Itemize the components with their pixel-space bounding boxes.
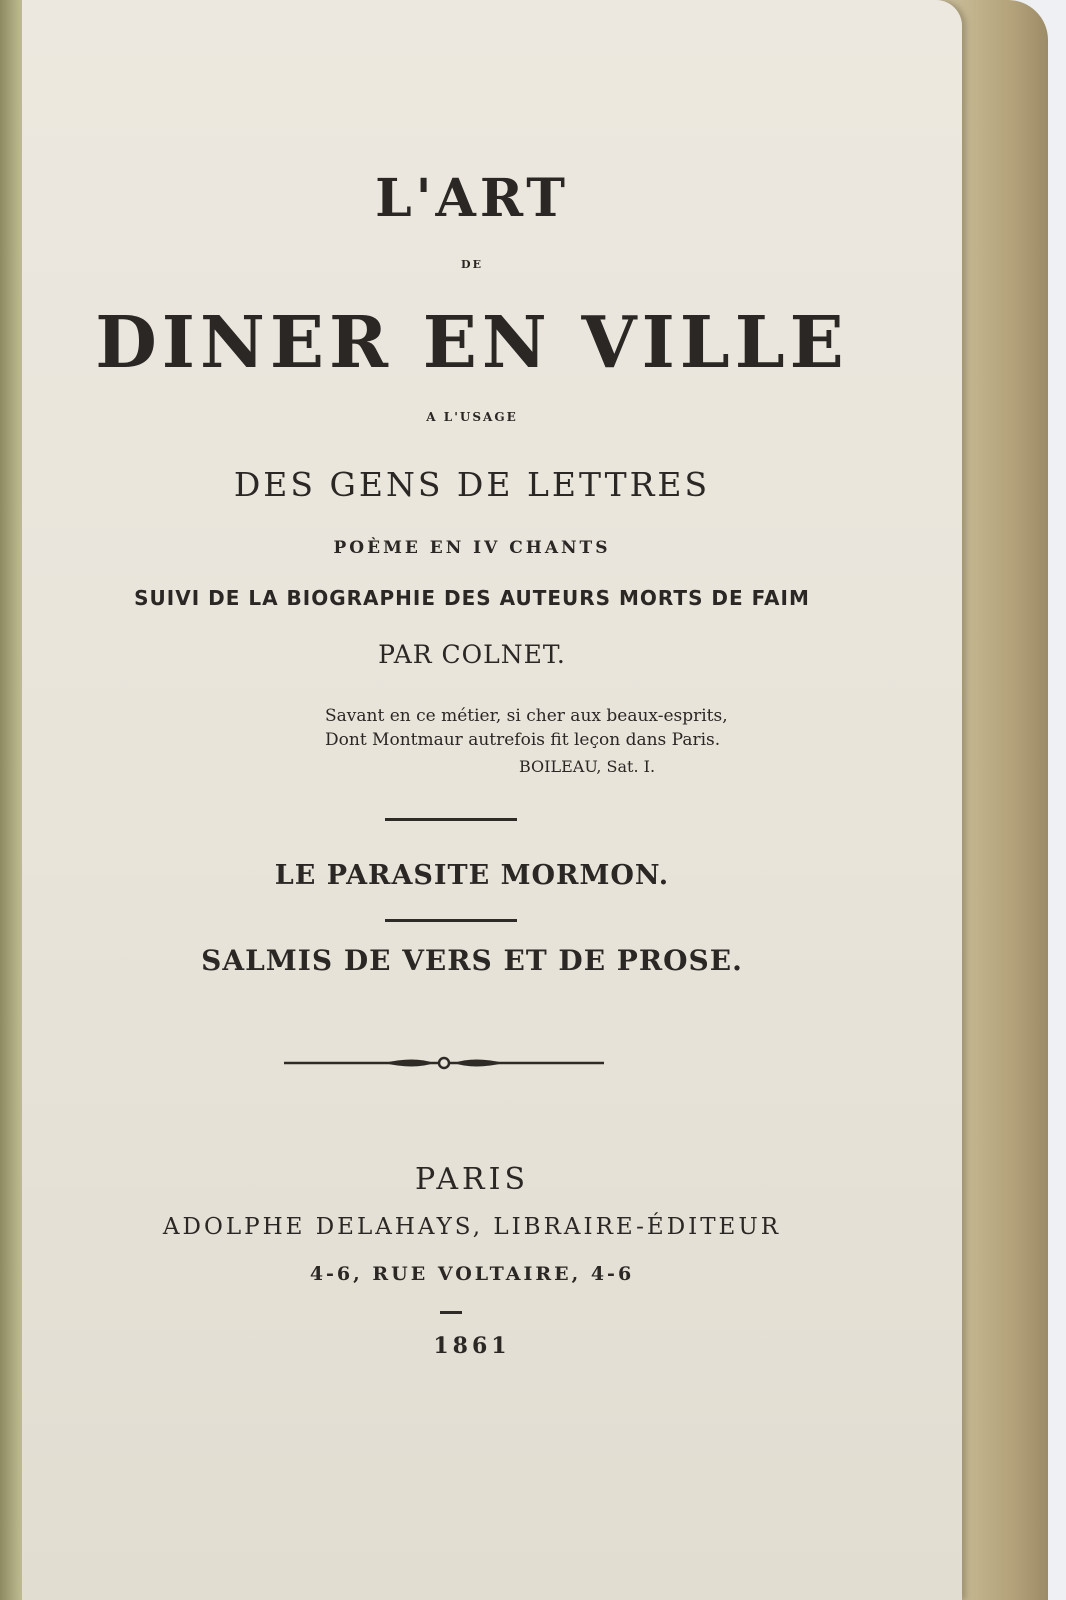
imprint-year: 1861 <box>433 1333 511 1359</box>
imprint-city: PARIS <box>414 1162 530 1197</box>
section-title-2: SALMIS DE VERS ET DE PROSE. <box>201 944 743 977</box>
epigraph <box>325 704 728 752</box>
title-line-de: DE <box>461 258 483 271</box>
poem-line: POÈME EN IV CHANTS <box>333 538 611 558</box>
sequel-line: SUIVI DE LA BIOGRAPHIE DES AUTEURS MORTS DE FAIM <box>134 586 810 610</box>
section-title-1: LE PARASITE MORMON. <box>274 860 670 891</box>
divider-rule <box>385 818 517 821</box>
author-line: PAR COLNET. <box>378 640 566 669</box>
epigraph-line-1: Savant en ce métier, si cher aux beaux-esprits, <box>325 706 728 726</box>
ornament-rule <box>284 1053 604 1073</box>
epigraph-attribution: BOILEAU, Sat. I. <box>519 757 656 776</box>
audience-line: DES GENS DE LETTRES <box>233 465 711 504</box>
usage-line: A L'USAGE <box>426 410 518 424</box>
short-rule <box>440 1311 462 1314</box>
divider-rule <box>385 919 517 922</box>
imprint-address: 4-6, RUE VOLTAIRE, 4-6 <box>309 1263 635 1285</box>
title-line-art: L'ART <box>375 168 569 229</box>
epigraph-line-2: Dont Montmaur autrefois fit leçon dans Paris. <box>325 730 721 750</box>
title-page <box>22 0 962 1600</box>
imprint-publisher: ADOLPHE DELAHAYS, LIBRAIRE-ÉDITEUR <box>162 1214 782 1240</box>
main-title: DINER EN VILLE <box>95 300 849 384</box>
